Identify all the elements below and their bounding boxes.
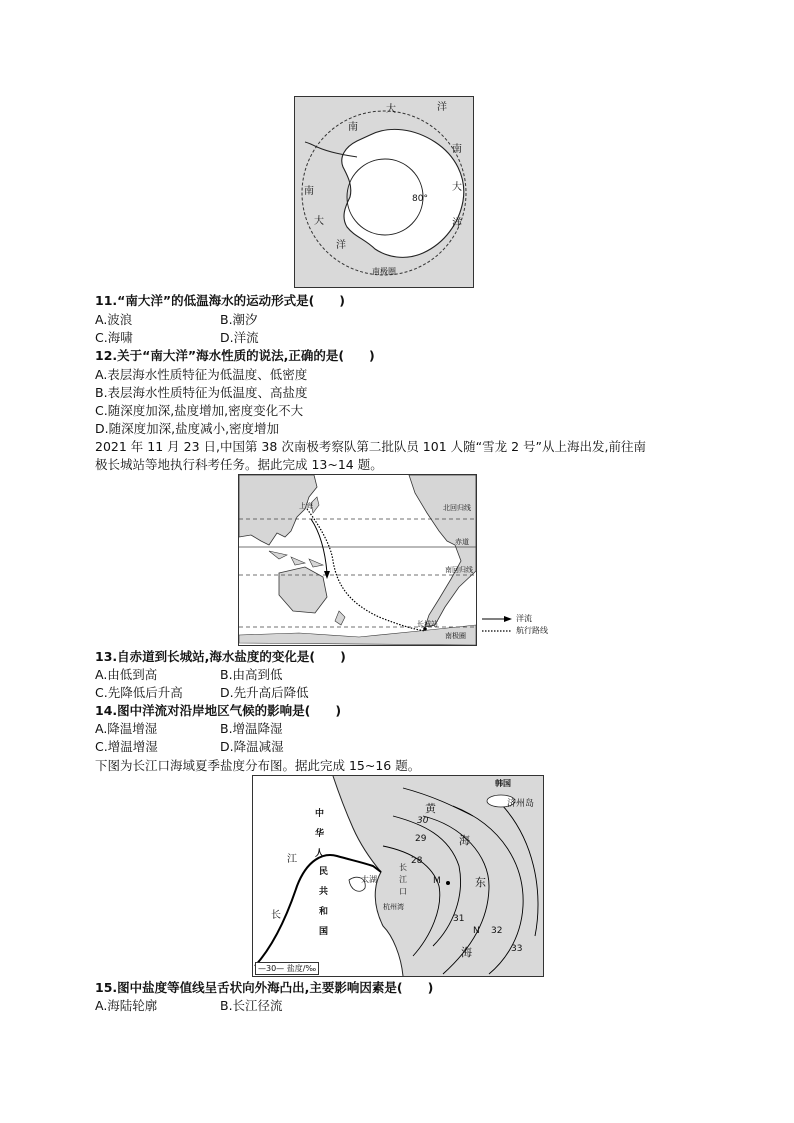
china-char-6: 和 xyxy=(319,907,329,917)
yangtze-salinity-svg xyxy=(253,776,543,976)
tropic-s-label: 南回归线 xyxy=(445,566,473,574)
q14-option-d[interactable]: D.降温减湿 xyxy=(220,739,284,754)
equator-label: 赤道 xyxy=(455,538,469,546)
isohaline-32-label: 32 xyxy=(491,926,503,936)
point-m-dot xyxy=(446,881,450,885)
river-char-1: 长 xyxy=(271,910,281,921)
legend-current-label: 洋流 xyxy=(516,614,532,623)
intro-13-line2: 极长城站等地执行科考任务。据此完成 13~14 题。 xyxy=(95,457,383,472)
map2-legend xyxy=(482,613,562,641)
q12-option-b[interactable]: B.表层海水性质特征为低温度、高盐度 xyxy=(95,385,308,400)
q14-option-c[interactable]: C.增温增湿 xyxy=(95,739,158,754)
q11-option-c[interactable]: C.海啸 xyxy=(95,330,133,345)
isohaline-33-label: 33 xyxy=(511,944,523,954)
q13-stem: 13.自赤道到长城站,海水盐度的变化是( ) xyxy=(95,649,346,664)
antarctica-map-right-labels xyxy=(294,96,472,286)
estuary-char-2: 江 xyxy=(399,875,407,884)
q15-option-a[interactable]: A.海陆轮廓 xyxy=(95,998,158,1013)
latitude-label: 80° xyxy=(412,194,428,204)
legend-current-symbol xyxy=(482,616,512,622)
china-char-5: 共 xyxy=(319,887,329,897)
q14-option-b[interactable]: B.增温降湿 xyxy=(220,721,283,736)
china-char-7: 国 xyxy=(319,927,329,937)
intro-13-line1: 2021 年 11 月 23 日,中国第 38 次南极考察队第二批队员 101 人随“雪龙 2 号”从上海出发,前往南 xyxy=(95,439,646,454)
map1-char-nan-left: 南 xyxy=(304,186,314,197)
china-char-2: 华 xyxy=(315,829,325,839)
east-sea-char1: 东 xyxy=(475,876,486,889)
map1-char-yang-left: 洋 xyxy=(336,240,346,251)
map1-char-da: 大 xyxy=(386,104,396,115)
yangtze-salinity-map xyxy=(252,775,544,977)
estuary-char-3: 口 xyxy=(399,887,407,896)
river-char-2: 江 xyxy=(287,854,297,865)
q13-option-c[interactable]: C.先降低后升高 xyxy=(95,685,183,700)
map1-char-da-left: 大 xyxy=(314,216,324,227)
china-char-1: 中 xyxy=(315,809,325,819)
map1-char-nan-right: 南 xyxy=(452,144,462,155)
point-m-label: M xyxy=(433,876,441,886)
yellow-sea-char1: 黄 xyxy=(425,802,436,815)
map1-char-da-right: 大 xyxy=(452,182,462,193)
q12-option-a[interactable]: A.表层海水性质特征为低温度、低密度 xyxy=(95,367,308,382)
q13-option-a[interactable]: A.由低到高 xyxy=(95,667,158,682)
china-char-4: 民 xyxy=(319,867,329,877)
taihu-label: 太湖 xyxy=(361,875,377,884)
pacific-route-map xyxy=(238,474,477,646)
salinity-legend: —30— 盐度/‰ xyxy=(255,962,319,975)
q12-option-c[interactable]: C.随深度加深,盐度增加,密度变化不大 xyxy=(95,403,304,418)
china-char-3: 人 xyxy=(315,849,325,859)
q14-option-a[interactable]: A.降温增湿 xyxy=(95,721,158,736)
legend-route-label: 航行路线 xyxy=(516,626,548,635)
map1-char-yang: 洋 xyxy=(437,102,447,113)
q12-stem: 12.关于“南大洋”海水性质的说法,正确的是( ) xyxy=(95,348,375,363)
q11-option-b[interactable]: B.潮汐 xyxy=(220,312,258,327)
q15-stem: 15.图中盐度等值线呈舌状向外海凸出,主要影响因素是( ) xyxy=(95,980,434,995)
isohaline-30-label: 30 xyxy=(417,816,429,826)
jeju-label: 济州岛 xyxy=(507,799,535,809)
map1-char-nan: 南 xyxy=(348,122,358,133)
q12-option-d[interactable]: D.随深度加深,盐度减小,密度增加 xyxy=(95,421,280,436)
q11-option-d[interactable]: D.洋流 xyxy=(220,330,259,345)
tropic-n-label: 北回归线 xyxy=(443,504,471,512)
point-n-label: N xyxy=(473,926,480,936)
korea-label: 韩国 xyxy=(495,779,511,788)
q15-option-b[interactable]: B.长江径流 xyxy=(220,998,283,1013)
shanghai-label: 上海 xyxy=(299,502,313,510)
intro-15: 下图为长江口海域夏季盐度分布图。据此完成 15~16 题。 xyxy=(95,758,421,773)
pacific-route-svg xyxy=(239,475,476,645)
east-sea-char2: 海 xyxy=(461,946,472,959)
legend-route-symbol xyxy=(482,629,512,633)
hangzhou-bay-label: 杭州湾 xyxy=(383,903,404,911)
isohaline-28-label: 28 xyxy=(411,856,423,866)
station-label: 长城站 xyxy=(417,620,438,628)
yellow-sea-char2: 海 xyxy=(459,834,470,847)
q14-stem: 14.图中洋流对沿岸地区气候的影响是( ) xyxy=(95,703,342,718)
circle-label: 南极圈 xyxy=(445,632,466,640)
isohaline-31-label: 31 xyxy=(453,914,465,924)
q13-option-b[interactable]: B.由高到低 xyxy=(220,667,283,682)
q13-option-d[interactable]: D.先升高后降低 xyxy=(220,685,309,700)
q11-option-a[interactable]: A.波浪 xyxy=(95,312,133,327)
map1-char-yang-right: 洋 xyxy=(452,218,462,229)
isohaline-29-label: 29 xyxy=(415,834,427,844)
q11-stem: 11.“南大洋”的低温海水的运动形式是( ) xyxy=(95,293,346,308)
estuary-char-1: 长 xyxy=(399,863,407,872)
antarctic-circle-label: 南极圈 xyxy=(372,267,396,276)
